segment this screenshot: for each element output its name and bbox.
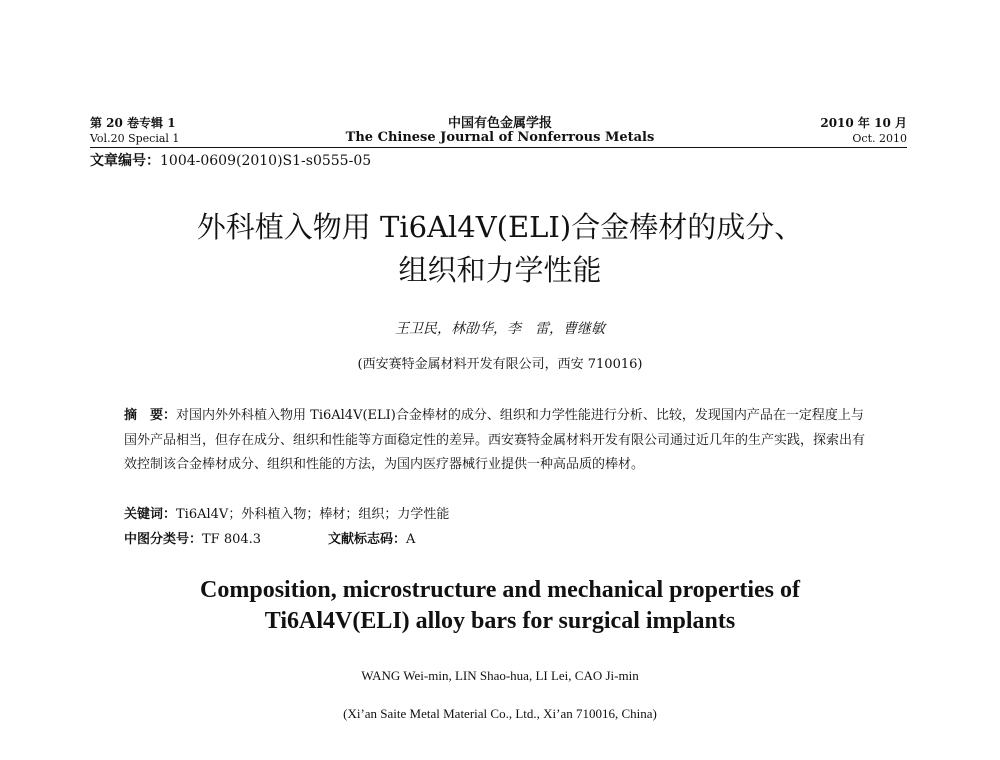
title-en-line2: Ti6Al4V(ELI) alloy bars for surgical implants <box>264 608 736 634</box>
affiliation-en: (Xi’an Saite Metal Material Co., Ltd., Xi’an 710016, China) <box>343 706 657 721</box>
date-en: Oct. 2010 <box>852 132 907 145</box>
article-number-label: 文章编号： <box>90 153 160 169</box>
article-number <box>90 150 371 170</box>
keywords-text: Ti6Al4V；外科植入物；棒材；组织；力学性能 <box>176 507 450 522</box>
abstract-label: 摘 要： <box>124 408 177 423</box>
volume-en: Vol.20 Special 1 <box>90 132 180 145</box>
article-number-value: 1004-0609(2010)S1-s0555-05 <box>160 153 372 169</box>
document-code-label: 文献标志码： <box>328 532 407 547</box>
keywords-label: 关键词： <box>124 507 177 522</box>
header-rule <box>90 147 907 148</box>
document-code <box>328 528 415 547</box>
volume-cn: 第 20 卷专辑 1 <box>90 116 176 130</box>
journal-name-cn: 中国有色金属学报 <box>447 116 552 131</box>
title-en-line1: Composition, microstructure and mechanical properties of <box>200 577 800 603</box>
title-cn-line2: 组织和力学性能 <box>398 253 602 287</box>
classification-label: 中图分类号： <box>124 532 203 547</box>
document-code-value: A <box>406 532 416 547</box>
classification <box>124 528 416 547</box>
abstract-text: 对国内外外科植入物用 Ti6Al4V(ELI)合金棒材的成分、组织和力学性能进行分析、比较，发现国内产品在一定程度上与国外产品相当，但存在成分、组织和性能等方面稳定性的差异。西安赛特金属材料开发有限公司通过近几年的生产实践，探索出有效控制该合金棒材成分、组织和性能的方法，为国内医疗器械行业提供一种高品质的棒材。 <box>124 408 866 472</box>
affiliation-cn: (西安赛特金属材料开发有限公司，西安 710016) <box>357 357 643 372</box>
date-cn: 2010 年 10 月 <box>820 116 907 130</box>
journal-name-en: The Chinese Journal of Nonferrous Metals <box>345 130 655 145</box>
keywords-cn <box>124 503 449 522</box>
classification-value: TF 804.3 <box>202 532 262 547</box>
title-cn-line1: 外科植入物用 Ti6Al4V(ELI)合金棒材的成分、 <box>196 210 804 244</box>
authors-cn: 王卫民，林劭华，李 雷，曹继敏 <box>395 321 605 337</box>
authors-en: WANG Wei-min, LIN Shao-hua, LI Lei, CAO Ji-min <box>361 668 639 683</box>
abstract-cn <box>124 404 874 478</box>
